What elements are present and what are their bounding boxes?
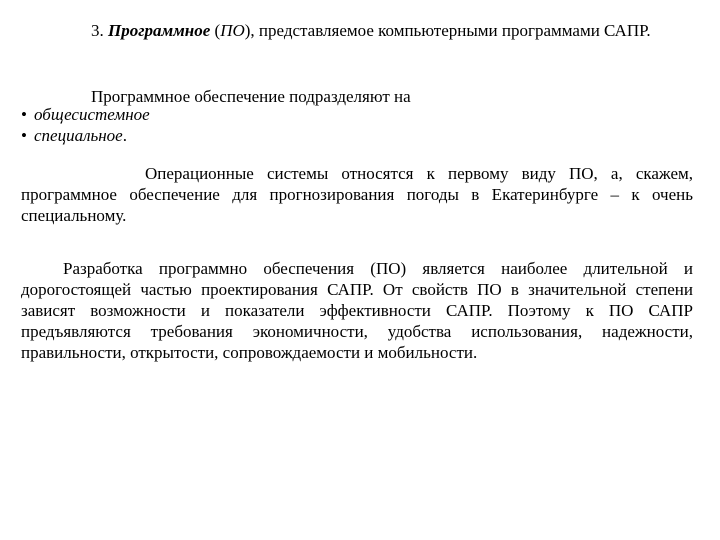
division-paragraph: Программное обеспечение подразделяют на [91, 87, 411, 106]
list-item [21, 104, 150, 125]
intro-paren-open: ( [214, 21, 221, 40]
list-item [21, 125, 150, 146]
bullet-marker: • [21, 105, 27, 124]
os-paragraph: Операционные системы относятся к первому виду ПО, а, скажем, программное обеспечение для прогнозирования погоды в Екатеринбурге – к очень специальному. [21, 164, 693, 225]
list-item-suffix: . [122, 126, 127, 145]
intro-term: Программное [108, 21, 211, 40]
intro-rest: ), представляемое компьютерными программами САПР. [244, 21, 651, 40]
bullet-marker: • [21, 126, 27, 145]
intro-abbr: ПО [220, 21, 245, 40]
software-types-list [21, 104, 150, 146]
development-paragraph: Разработка программно обеспечения (ПО) является наиболее длительной и дорогостоящей частью проектирования САПР. От свойств ПО в значительной степени зависят возможности и показатели эффективности САПР. Поэтому к ПО САПР предъявляются требования экономичности, удобства использования, надежности, правильности, открытости, сопровождаемости и мобильности. [21, 259, 693, 362]
list-item-text: общесистемное [34, 105, 150, 124]
intro-paragraph [21, 20, 693, 41]
intro-number: 3. [91, 21, 104, 40]
list-item-text: специальное [34, 126, 123, 145]
